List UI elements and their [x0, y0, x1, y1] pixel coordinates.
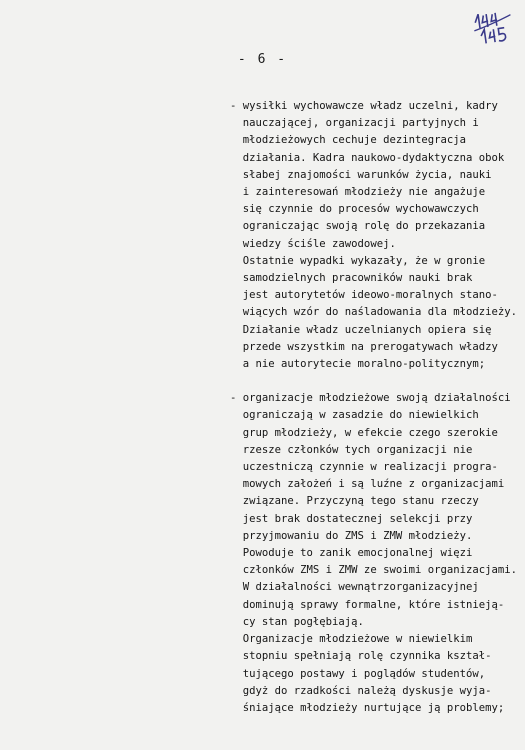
text-line: i zainteresowań młodzieży nie angażuje [230, 186, 486, 199]
text-line: W działalności wewnątrzorganizacyjnej [230, 581, 479, 594]
text-line: się czynnie do procesów wychowawczych [230, 203, 479, 216]
text-line: cy stan pogłębiają. [230, 615, 364, 628]
text-line: rzesze członków tych organizacji nie [230, 443, 473, 456]
paragraph-gap [230, 373, 525, 390]
text-line: uczestniczą czynnie w realizacji progra- [230, 461, 498, 474]
handwritten-numbers-mark [469, 1, 521, 53]
text-line: nauczającej, organizacji partyjnych i [230, 117, 479, 130]
text-line: członków ZMS i ZMW ze swoimi organizacjami. [230, 564, 518, 577]
text-line: Ostatnie wypadki wykazały, że w gronie [230, 254, 486, 267]
text-line: słabej znajomości warunków życia, nauki [230, 168, 492, 181]
page-number: - 6 - [237, 52, 288, 67]
handwritten-archive-number [469, 1, 521, 53]
text-line: ograniczają w zasadzie do niewielkich [230, 409, 479, 422]
text-line: tującego postawy i poglądów studentów, [230, 667, 486, 680]
text-line: dominują sprawy formalne, które istnieją- [230, 598, 505, 611]
text-line: działania. Kadra naukowo-dydaktyczna obok [230, 151, 505, 164]
text-line: związane. Przyczyną tego stanu rzeczy [230, 495, 479, 508]
text-line: Powoduje to zanik emocjonalnej więzi [230, 547, 473, 560]
document-body [230, 98, 525, 717]
text-line: jest autorytetów ideowo-moralnych stano- [230, 289, 498, 302]
text-line: wiedzy ściśle zawodowej. [230, 237, 396, 250]
text-line: stopniu spełniają rolę czynnika kształ- [230, 650, 492, 663]
text-line: - wysiłki wychowawcze władz uczelni, kadry [230, 100, 498, 112]
text-line: Działanie władz uczelnianych opiera się [230, 323, 492, 336]
text-line: młodzieżowych cechuje dezintegracja [230, 134, 466, 147]
text-line: mowych założeń i są luźne z organizacjami [230, 478, 505, 491]
text-line: samodzielnych pracowników nauki brak [230, 272, 473, 285]
text-line: wiących wzór do naśladowania dla młodzieży. [230, 306, 518, 319]
text-line: a nie autorytecie moralno-politycznym; [230, 358, 486, 371]
text-line: grup młodzieży, w efekcie czego szerokie [230, 426, 498, 439]
text-line: gdyż do rzadkości należą dyskusje wyja- [230, 684, 492, 697]
paragraph-1 [230, 98, 525, 373]
text-line: ograniczając swoją rolę do przekazania [230, 220, 486, 233]
text-line: - organizacje młodzieżowe swoją działalności [230, 392, 511, 405]
text-line: przyjmowaniu do ZMS i ZMW młodzieży. [230, 529, 473, 542]
paragraph-2 [230, 390, 525, 717]
text-line: śniające młodzieży nurtujące ją problemy; [230, 701, 505, 714]
text-line: przede wszystkim na prerogatywach władzy [230, 340, 498, 353]
text-line: jest brak dostatecznej selekcji przy [230, 512, 473, 525]
text-line: Organizacje młodzieżowe w niewielkim [230, 633, 473, 646]
